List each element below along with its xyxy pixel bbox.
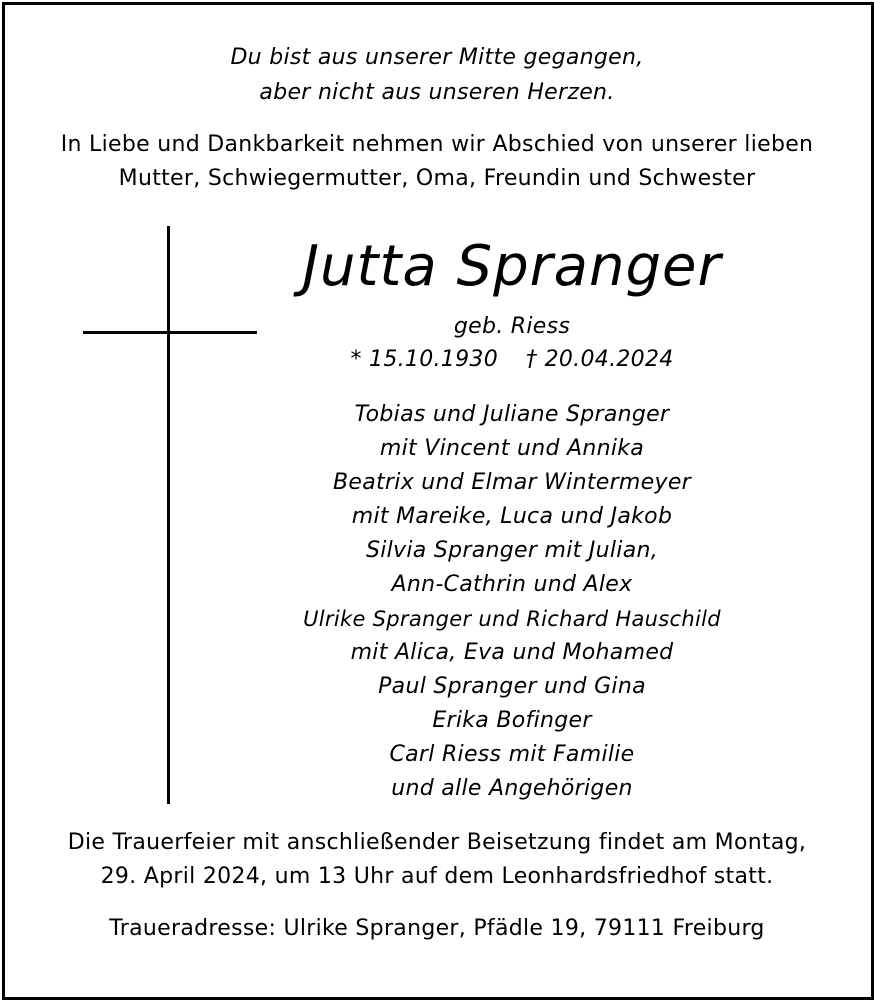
death-date: † 20.04.2024 <box>526 347 674 372</box>
intro-line-2: aber nicht aus unseren Herzen. <box>259 80 615 105</box>
intro-line-1: Du bist aus unserer Mitte gegangen, <box>230 45 644 70</box>
mourner-line: Beatrix und Elmar Wintermeyer <box>333 470 691 495</box>
mourner-line: Silvia Spranger mit Julian, <box>365 538 659 563</box>
cross-icon <box>167 226 170 804</box>
mourner-line: und alle Angehörigen <box>391 776 633 801</box>
mourner-line: Paul Spranger und Gina <box>378 674 646 699</box>
life-dates <box>300 346 724 374</box>
cross-icon-bar <box>83 331 257 334</box>
birth-date: * 15.10.1930 <box>350 347 498 372</box>
ceremony-line-2: 29. April 2024, um 13 Uhr auf dem Leonhardsfriedhof statt. <box>100 864 774 889</box>
mourner-line: mit Alica, Eva und Mohamed <box>350 640 674 665</box>
deceased-name: Jutta Spranger <box>302 234 722 299</box>
mourner-line: Ann-Cathrin und Alex <box>391 572 633 597</box>
mourner-line: Ulrike Spranger und Richard Hauschild <box>303 607 721 631</box>
ceremony-line-1: Die Trauerfeier mit anschließender Beisetzung findet am Montag, <box>67 830 807 855</box>
mourner-line: Erika Bofinger <box>432 708 592 733</box>
intro-line-3: In Liebe und Dankbarkeit nehmen wir Abschied von unserer lieben <box>60 132 814 157</box>
mourner-line: mit Vincent und Annika <box>379 436 645 461</box>
maiden-name: geb. Riess <box>453 314 571 339</box>
intro-line-4: Mutter, Schwiegermutter, Oma, Freundin und Schwester <box>118 166 756 191</box>
mourner-line: Carl Riess mit Familie <box>389 742 635 767</box>
mourning-address: Traueradresse: Ulrike Spranger, Pfädle 19, 79111 Freiburg <box>109 916 765 941</box>
mourner-line: mit Mareike, Luca und Jakob <box>351 504 673 529</box>
mourner-line: Tobias und Juliane Spranger <box>354 402 670 427</box>
